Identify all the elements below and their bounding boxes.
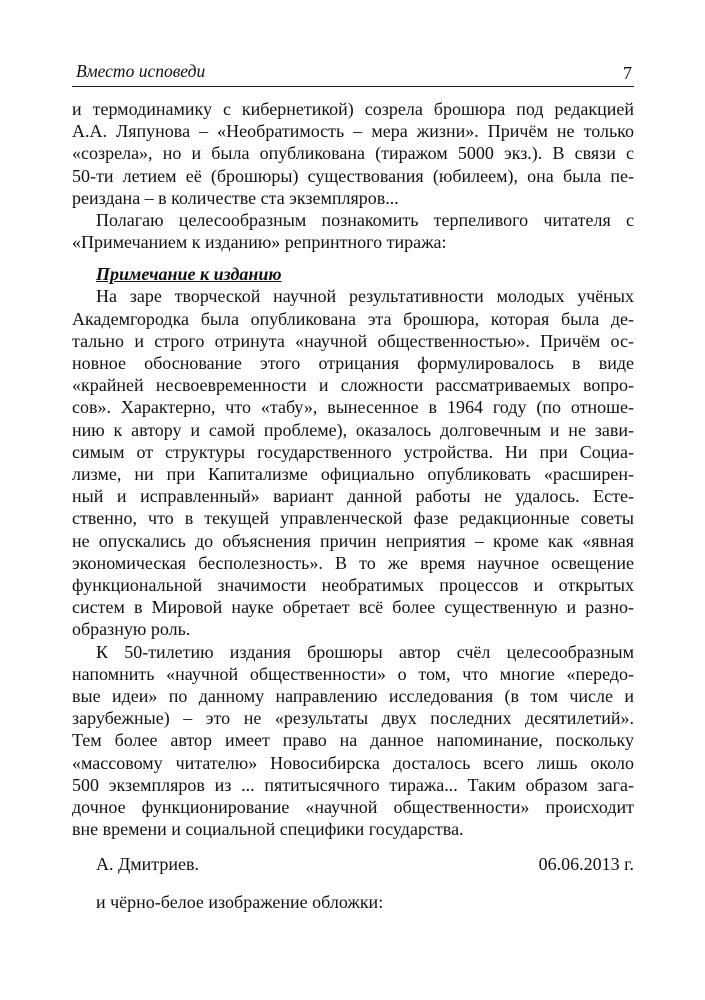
signature-row xyxy=(72,853,634,875)
text-line: дочное функционирование «научной общественности» происходит xyxy=(72,797,634,818)
text-line: Полагаю целесообразным познакомить терпеливого читателя с xyxy=(96,210,634,231)
text-line: ный и исправленный» вариант данной работы не удалось. Есте- xyxy=(72,486,634,507)
text-line: Тем более автор имеет право на данное напоминание, поскольку xyxy=(72,730,634,751)
note-paragraph-2 xyxy=(72,641,634,841)
text-line: новное обоснование этого отрицания формулировалось в виде xyxy=(72,353,634,374)
text-line: не опускались до объяснения причин неприятия – кроме как «явная xyxy=(72,530,634,551)
paragraph-introduce-note xyxy=(72,209,634,253)
text-line: «крайней несвоевременности и сложности рассматриваемых вопро- xyxy=(72,375,634,396)
text-line: На заре творческой научной результативности молодых учёных xyxy=(96,286,634,307)
text-line: «созрела», но и была опубликована (тиражом 5000 экз.). В связи с xyxy=(72,143,634,164)
text-line: вне времени и социальной специфики государства. xyxy=(72,819,464,840)
running-header xyxy=(72,58,634,87)
text-line: 50-ти летием её (брошюры) существования (юбилеем), она была пе- xyxy=(72,165,634,186)
signature-author: А. Дмитриев. xyxy=(96,853,200,874)
text-line: симым от структуры государственного устройства. Ни при Социа- xyxy=(72,441,634,462)
text-line: систем в Мировой науке обретает всё более существенную и разно- xyxy=(72,597,634,618)
text-line: экономическая бесполезность». В то же время научное освещение xyxy=(72,552,634,573)
text-line: реиздана – в количестве ста экземпляров... xyxy=(72,187,399,208)
note-paragraph-1 xyxy=(72,285,634,640)
text-line: Академгородка была опубликована эта брошюра, которая была де- xyxy=(72,308,634,329)
text-line: ственно, что в текущей управленческой фазе редакционные советы xyxy=(72,508,634,529)
text-line: функциональной значимости необратимых процессов и открытых xyxy=(72,575,634,596)
text-line: К 50-тилетию издания брошюры автор счёл целесообразным xyxy=(96,641,634,662)
body-text xyxy=(72,98,634,913)
text-line: вые идеи» по данному направлению исследования (в том числе и xyxy=(72,686,634,707)
page-number: 7 xyxy=(623,63,632,83)
text-line: 500 экземпляров из ... пятитысячного тиража... Таким образом зага- xyxy=(72,774,634,795)
header-title: Вместо исповеди xyxy=(76,61,206,81)
text-line: зарубежные) – это не «результаты двух последних десятилетий». xyxy=(72,708,634,729)
text-line: сов». Характерно, что «табу», вынесенное в 1964 году (по отноше- xyxy=(72,397,634,418)
text-line: лизме, ни при Капитализме официально опубликовать «расширен- xyxy=(72,464,634,485)
closing-line: и чёрно-белое изображение обложки: xyxy=(96,891,384,912)
text-line: тально и строго отринута «научной общественностью». Причём ос- xyxy=(72,330,634,351)
signature-date: 06.06.2013 г. xyxy=(538,853,634,874)
text-line: «Примечанием к изданию» репринтного тиража: xyxy=(72,232,447,253)
text-line: образную роль. xyxy=(72,619,191,640)
text-line: нию к автору и самой проблеме), оказалось долговечным и не зави- xyxy=(72,419,634,440)
text-line: А.А. Ляпунова – «Необратимость – мера жизни». Причём не только xyxy=(72,121,634,142)
text-line: «массовому читателю» Новосибирска досталось всего лишь около xyxy=(72,752,634,773)
note-heading: Примечание к изданию xyxy=(96,264,282,285)
text-line: напомнить «научной общественности» о том, что многие «передо- xyxy=(72,663,634,684)
paragraph-intro-continuation xyxy=(72,98,634,209)
book-page xyxy=(72,58,634,913)
text-line: и термодинамику с кибернетикой) созрела брошюра под редакцией xyxy=(72,99,634,119)
